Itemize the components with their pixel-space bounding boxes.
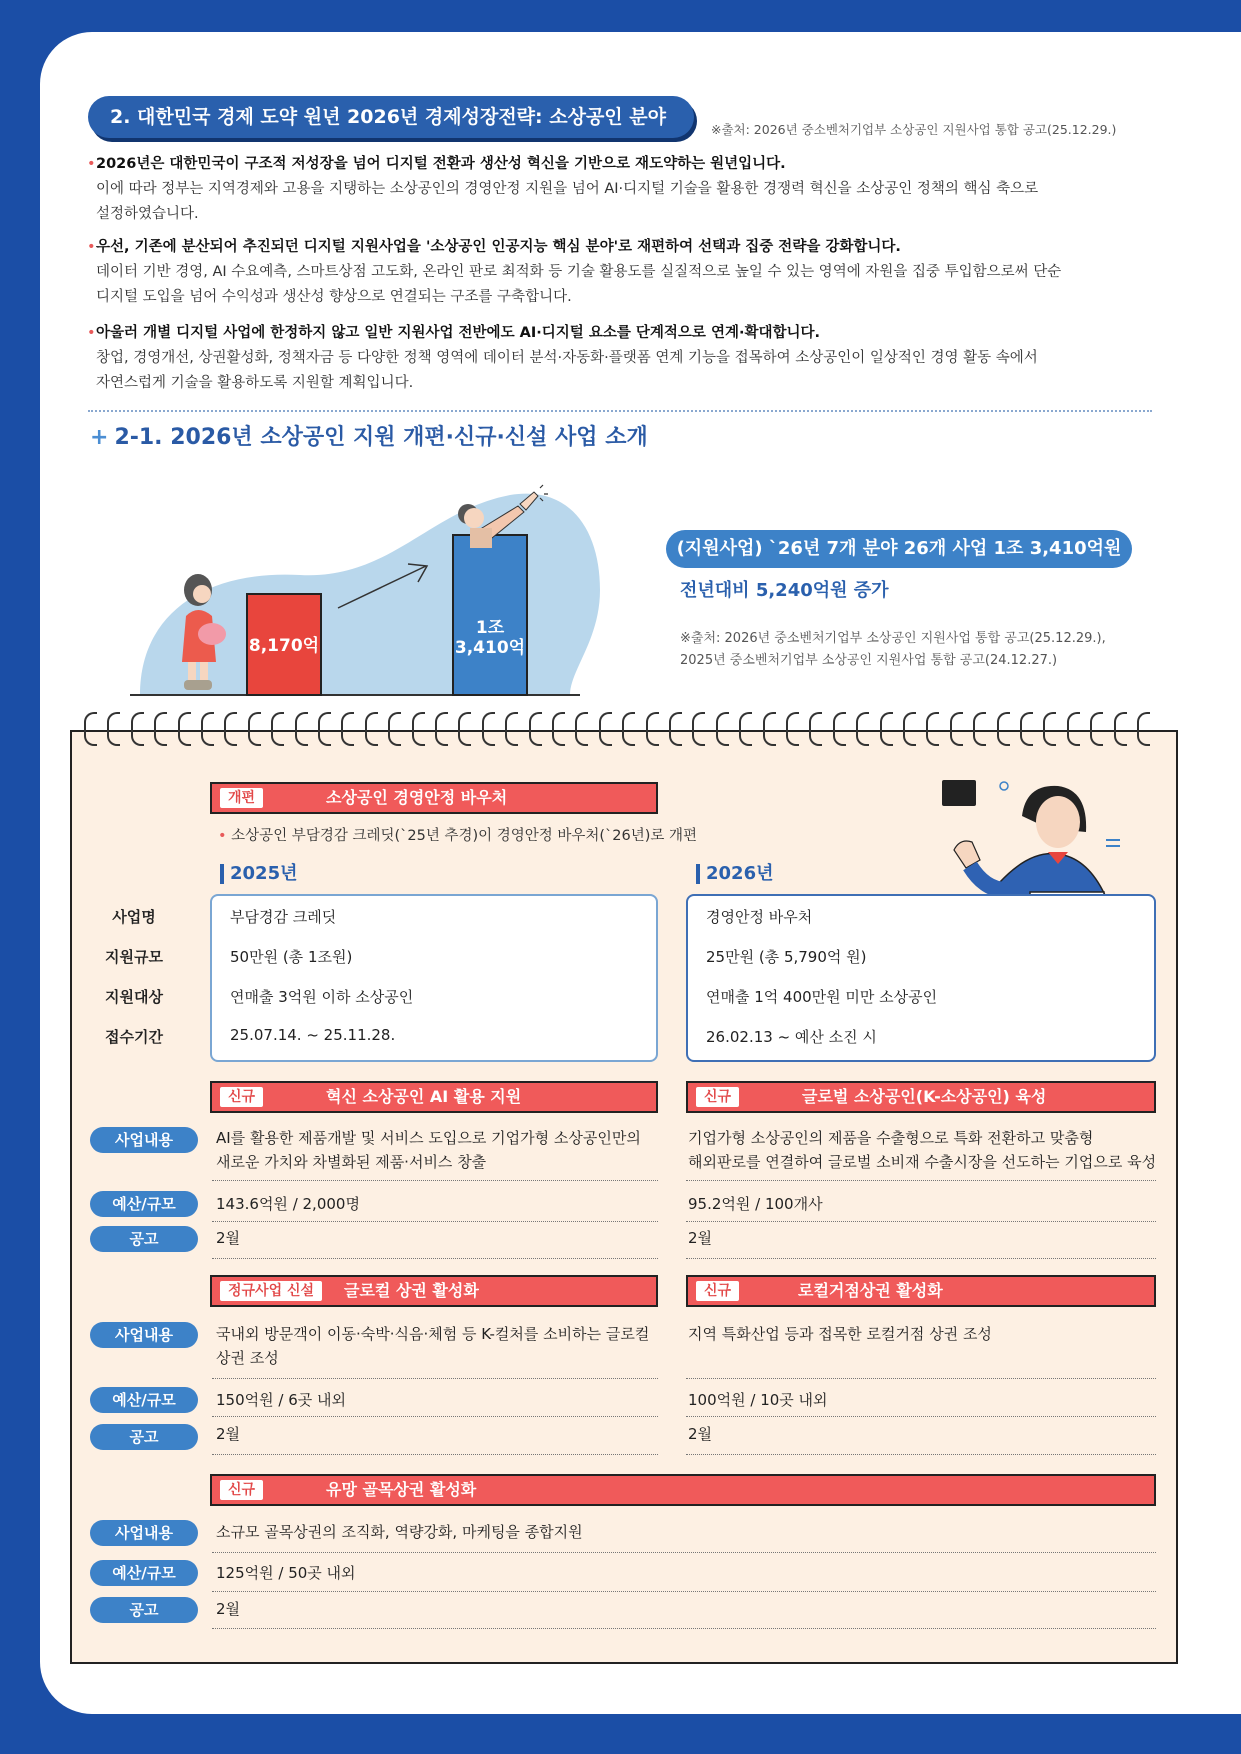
- ring-icon: [716, 712, 729, 746]
- bullet-item-3: [87, 321, 1156, 396]
- program-tag: 신규: [696, 1281, 739, 1301]
- voucher-note-text: 소상공인 부담경감 크레딧(`25년 추경)이 경영안정 바우처(`26년)로 개편: [231, 828, 698, 844]
- growth-arrow-icon: [334, 560, 434, 612]
- ring-icon: [763, 712, 776, 746]
- row-divider: [212, 1628, 1156, 1629]
- ring-icon: [833, 712, 846, 746]
- program-notice: 2월: [688, 1229, 713, 1247]
- program-budget: 150억원 / 6곳 내외: [216, 1391, 346, 1409]
- ring-icon: [271, 712, 284, 746]
- program-banner-local: [686, 1275, 1156, 1307]
- program-content: [216, 1322, 649, 1370]
- total-budget-highlight: (지원사업) `26년 7개 분야 26개 사업 1조 3,410억원: [666, 530, 1132, 568]
- row-divider: [212, 1221, 658, 1222]
- ring-icon: [248, 712, 261, 746]
- program-content-line: 기업가형 소상공인의 제품을 수출형으로 특화 전환하고 맞춤형: [688, 1129, 1094, 1147]
- label-support-target: 지원대상: [98, 986, 170, 1007]
- bullet-dot: •: [87, 325, 96, 341]
- ring-icon: [692, 712, 705, 746]
- value-2025-name: 부담경감 크레딧: [230, 908, 337, 926]
- bar-2025-label: 8,170억: [248, 636, 320, 656]
- ring-icon: [809, 712, 822, 746]
- ring-icon: [341, 712, 354, 746]
- bullet-item-2: [87, 235, 1156, 310]
- label-budget: 예산/규모: [90, 1387, 198, 1413]
- ring-icon: [1043, 712, 1056, 746]
- program-banner-ai: [210, 1081, 658, 1113]
- bullet-head: 우선, 기존에 분산되어 추진되던 디지털 지원사업을 '소상공인 인공지능 핵심 분야'로 재편하여 선택과 집중 전략을 강화합니다.: [96, 239, 901, 255]
- program-tag: 정규사업 신설: [220, 1281, 322, 1301]
- infographic-source-line: 2025년 중소벤처기업부 소상공인 지원사업 통합 공고(24.12.27.): [680, 653, 1058, 668]
- ring-icon: [1020, 712, 1033, 746]
- row-divider: [212, 1454, 658, 1455]
- ring-icon: [435, 712, 448, 746]
- ring-icon: [880, 712, 893, 746]
- row-divider: [686, 1221, 1156, 1222]
- program-content-line: 해외판로를 연결하여 글로벌 소비재 수출시장을 선도하는 기업으로 육성: [688, 1153, 1157, 1171]
- ring-icon: [646, 712, 659, 746]
- value-2026-period: 26.02.13 ~ 예산 소진 시: [706, 1028, 877, 1046]
- label-budget: 예산/규모: [90, 1560, 198, 1586]
- program-banner-global: [686, 1081, 1156, 1113]
- ring-icon: [903, 712, 916, 746]
- year-2025-label: 2025년: [220, 864, 298, 884]
- program-budget: 95.2억원 / 100개사: [688, 1195, 823, 1213]
- ring-icon: [599, 712, 612, 746]
- bullet-body: 설정하였습니다.: [96, 206, 199, 222]
- subsection-title-text: 2-1. 2026년 소상공인 지원 개편·신규·신설 사업 소개: [114, 425, 648, 450]
- pointing-person-illustration: [448, 484, 556, 566]
- program-tag: 신규: [220, 1087, 263, 1107]
- ring-icon: [318, 712, 331, 746]
- label-application-period: 접수기간: [98, 1026, 170, 1047]
- value-2026-scale: 25만원 (총 5,790억 원): [706, 948, 867, 966]
- program-content: [688, 1322, 992, 1346]
- program-budget: 100억원 / 10곳 내외: [688, 1391, 828, 1409]
- label-notice: 공고: [90, 1424, 198, 1450]
- plus-icon: +: [90, 425, 109, 450]
- row-divider: [212, 1552, 1156, 1553]
- row-divider: [212, 1591, 1156, 1592]
- row-divider: [212, 1180, 658, 1181]
- ring-icon: [131, 712, 144, 746]
- infographic-source: [680, 628, 1106, 672]
- ring-icon: [154, 712, 167, 746]
- bullet-head: 아울러 개별 디지털 사업에 한정하지 않고 일반 지원사업 전반에도 AI·디지털 요소를 단계적으로 연계·확대합니다.: [96, 325, 821, 341]
- ring-icon: [786, 712, 799, 746]
- program-content-line: 국내외 방문객이 이동·숙박·식음·체험 등 K-컬처를 소비하는 글로컬: [216, 1325, 650, 1343]
- subsection-title: [90, 420, 648, 451]
- program-budget: 143.6억원 / 2,000명: [216, 1195, 360, 1213]
- program-banner-glocal: [210, 1275, 658, 1307]
- bar-2026-label: 3,410억: [454, 638, 526, 658]
- row-divider: [686, 1180, 1156, 1181]
- value-2025-scale: 50만원 (총 1조원): [230, 948, 353, 966]
- ring-icon: [482, 712, 495, 746]
- row-divider: [212, 1416, 658, 1417]
- label-content: 사업내용: [90, 1127, 198, 1153]
- program-notice: 2월: [216, 1229, 241, 1247]
- program-notice: 2월: [216, 1600, 241, 1618]
- bullet-body: 이에 따라 정부는 지역경제와 고용을 지탱하는 소상공인의 경영안정 지원을 넘어 AI·디지털 기술을 활용한 경쟁력 혁신을 소상공인 정책의 핵심 축으로: [96, 181, 1039, 197]
- program-content: [688, 1126, 1156, 1174]
- bullet-body: 디지털 도입을 넘어 수익성과 생산성 향상으로 연결되는 구조를 구축합니다.: [96, 289, 572, 305]
- ring-icon: [412, 712, 425, 746]
- row-divider: [686, 1378, 1156, 1379]
- ring-icon: [458, 712, 471, 746]
- ring-icon: [84, 712, 97, 746]
- bar-2026-label: 1조: [475, 618, 505, 638]
- program-content: [216, 1126, 641, 1174]
- ring-icon: [552, 712, 565, 746]
- notebook-rings: [84, 712, 1164, 752]
- label-project-name: 사업명: [98, 906, 170, 927]
- ring-icon: [739, 712, 752, 746]
- ring-icon: [1114, 712, 1127, 746]
- label-budget: 예산/규모: [90, 1191, 198, 1217]
- ring-icon: [1137, 712, 1150, 746]
- program-title: 로컬거점상권 활성화: [798, 1281, 943, 1300]
- ring-icon: [973, 712, 986, 746]
- row-divider: [686, 1454, 1156, 1455]
- woman-piggybank-illustration: [176, 574, 236, 696]
- bullet-body: 데이터 기반 경영, AI 수요예측, 스마트상점 고도화, 온라인 판로 최적화 등 기술 활용도를 실질적으로 높일 수 있는 영역에 자원을 집중 투입함으로써 단순: [96, 264, 1062, 280]
- value-2025-period: 25.07.14. ~ 25.11.28.: [230, 1026, 396, 1044]
- bullet-body: 창업, 경영개선, 상권활성화, 정책자금 등 다양한 정책 영역에 데이터 분석·자동화·플랫폼 연계 기능을 접목하여 소상공인이 일상적인 경영 활동 속에서: [96, 350, 1038, 366]
- label-notice: 공고: [90, 1226, 198, 1252]
- ring-icon: [856, 712, 869, 746]
- value-2026-name: 경영안정 바우처: [706, 908, 813, 926]
- bullet-dot: •: [87, 239, 96, 255]
- program-notice: 2월: [688, 1425, 713, 1443]
- ring-icon: [224, 712, 237, 746]
- year-2026-label: 2026년: [696, 864, 774, 884]
- ring-icon: [505, 712, 518, 746]
- ring-icon: [575, 712, 588, 746]
- value-2025-target: 연매출 3억원 이하 소상공인: [230, 988, 414, 1006]
- divider: [88, 410, 1152, 412]
- ring-icon: [201, 712, 214, 746]
- value-2026-target: 연매출 1억 400만원 미만 소상공인: [706, 988, 938, 1006]
- label-notice: 공고: [90, 1597, 198, 1623]
- label-content: 사업내용: [90, 1322, 198, 1348]
- ring-icon: [529, 712, 542, 746]
- ring-icon: [365, 712, 378, 746]
- section-title: 2. 대한민국 경제 도약 원년 2026년 경제성장전략: 소상공인 분야: [88, 96, 694, 138]
- bullet-item-1: [87, 152, 1156, 227]
- program-title: 글로컬 상권 활성화: [344, 1281, 479, 1300]
- header-source: ※출처: 2026년 중소벤처기업부 소상공인 지원사업 통합 공고(25.12.29.): [711, 122, 1117, 137]
- program-content-line: 상권 조성: [216, 1349, 279, 1367]
- program-banner-alley: [210, 1474, 1156, 1506]
- label-content: 사업내용: [90, 1520, 198, 1546]
- ring-icon: [622, 712, 635, 746]
- row-divider: [212, 1378, 658, 1379]
- program-tag: 신규: [696, 1087, 739, 1107]
- voucher-banner: [210, 782, 658, 814]
- bullet-dot: •: [87, 156, 96, 172]
- program-budget: 125억원 / 50곳 내외: [216, 1564, 356, 1582]
- program-content-line: AI를 활용한 제품개발 및 서비스 도입으로 기업가형 소상공인만의: [216, 1129, 641, 1147]
- ring-icon: [669, 712, 682, 746]
- row-divider: [686, 1258, 1156, 1259]
- voucher-title: 소상공인 경영안정 바우처: [326, 788, 508, 807]
- voucher-tag: 개편: [220, 788, 263, 808]
- program-tag: 신규: [220, 1480, 263, 1500]
- bullet-head: 2026년은 대한민국이 구조적 저성장을 넘어 디지털 전환과 생산성 혁신을 기반으로 재도약하는 원년입니다.: [96, 156, 786, 172]
- bullet-body: 자연스럽게 기술을 활용하도록 지원할 계획입니다.: [96, 375, 414, 391]
- bar-2025: [246, 593, 322, 696]
- ring-icon: [1090, 712, 1103, 746]
- ring-icon: [107, 712, 120, 746]
- program-content: 소규모 골목상권의 조직화, 역량강화, 마케팅을 종합지원: [216, 1523, 583, 1541]
- ring-icon: [997, 712, 1010, 746]
- voucher-note: • 소상공인 부담경감 크레딧(`25년 추경)이 경영안정 바우처(`26년)로 개편: [218, 828, 698, 844]
- infographic-source-line: ※출처: 2026년 중소벤처기업부 소상공인 지원사업 통합 공고(25.12.29.),: [680, 631, 1106, 646]
- ring-icon: [926, 712, 939, 746]
- program-title: 혁신 소상공인 AI 활용 지원: [326, 1087, 522, 1106]
- program-content-line: 지역 특화산업 등과 접목한 로컬거점 상권 조성: [688, 1325, 992, 1343]
- ring-icon: [1067, 712, 1080, 746]
- program-title: 유망 골목상권 활성화: [326, 1480, 477, 1499]
- program-content-line: 새로운 가치와 차별화된 제품·서비스 창출: [216, 1153, 487, 1171]
- ring-icon: [178, 712, 191, 746]
- row-divider: [686, 1416, 1156, 1417]
- ring-icon: [388, 712, 401, 746]
- ring-icon: [295, 712, 308, 746]
- row-divider: [212, 1258, 658, 1259]
- label-support-scale: 지원규모: [98, 946, 170, 967]
- ring-icon: [950, 712, 963, 746]
- increase-text: 전년대비 5,240억원 증가: [680, 580, 889, 601]
- program-title: 글로벌 소상공인(K-소상공인) 육성: [802, 1087, 1047, 1106]
- program-notice: 2월: [216, 1425, 241, 1443]
